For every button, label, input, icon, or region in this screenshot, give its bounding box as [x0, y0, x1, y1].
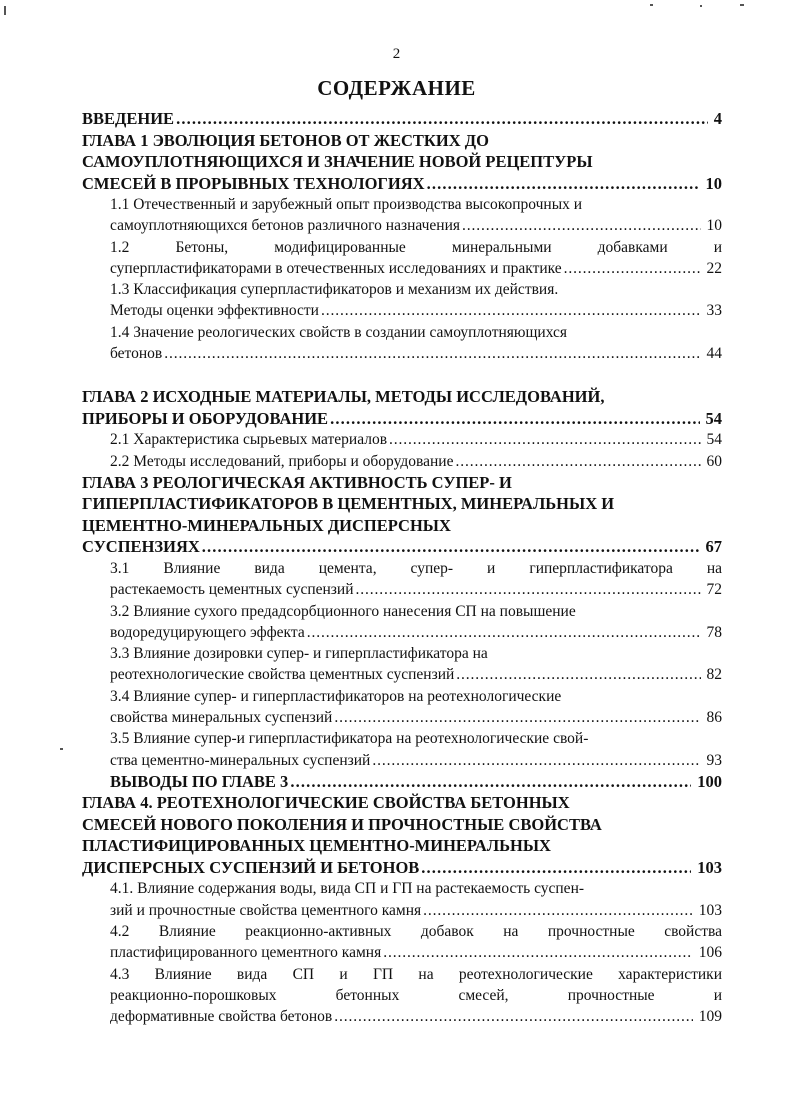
scan-speck: [650, 4, 653, 6]
toc-page: 67: [705, 537, 722, 557]
toc-conclusions-3: ВЫВОДЫ ПО ГЛАВЕ 3 . . . 100: [82, 771, 722, 793]
chapter-title-line: ЦЕМЕНТНО-МИНЕРАЛЬНЫХ ДИСПЕРСНЫХ: [82, 515, 451, 535]
chapter-title-line: ГЛАВА 3 РЕОЛОГИЧЕСКАЯ АКТИВНОСТЬ СУПЕР- И: [82, 472, 512, 492]
toc-section-2-2: 2.2 Методы исследований, приборы и оборудование . . . 60: [82, 451, 722, 472]
toc-page: 82: [706, 666, 722, 684]
chapter-title-last-line: СУСПЕНЗИЯХ . . . 67: [82, 536, 722, 558]
toc-page: 100: [697, 771, 722, 791]
toc-page: 4: [713, 109, 722, 128]
toc-section-3-5: 3.5 Влияние супер-и гиперпластификатора на реотехнологические свой- ства цементно-минеральных суспензий . . . 93: [82, 728, 722, 771]
toc-section-2-1: 2.1 Характеристика сырьевых материалов . . . 54: [82, 429, 722, 450]
chapter-title-last-line: ДИСПЕРСНЫХ СУСПЕНЗИЙ И БЕТОНОВ . . . 103: [82, 857, 722, 879]
toc-page: 103: [698, 901, 722, 919]
toc-page: 60: [706, 452, 722, 470]
toc-page: 22: [706, 259, 722, 277]
chapter-title-line: СМЕСЕЙ НОВОГО ПОКОЛЕНИЯ И ПРОЧНОСТНЫЕ СВОЙСТВА: [82, 814, 602, 834]
toc-section-3-2: 3.2 Влияние сухого предадсорбционного нанесения СП на повышение водоредуцирующего эффекта . . . 78: [82, 601, 722, 644]
toc-page: 78: [706, 623, 722, 641]
toc-section-4-1: 4.1. Влияние содержания воды, вида СП и ГП на растекаемость суспен- зий и прочностные свойства цементного камня . . . 103: [82, 878, 722, 921]
toc-page: 106: [698, 944, 722, 962]
toc-page: 103: [697, 857, 722, 877]
toc-page: 33: [706, 302, 722, 320]
toc-page: 93: [706, 751, 722, 769]
chapter-title-line: ГЛАВА 2 ИСХОДНЫЕ МАТЕРИАЛЫ, МЕТОДЫ ИССЛЕДОВАНИЙ,: [82, 387, 605, 407]
page-number: 2: [392, 46, 401, 62]
toc-section-1-4: 1.4 Значение реологических свойств в создании самоуплотняющихся бетонов . . . 44: [82, 322, 722, 365]
toc-page: 54: [705, 408, 722, 428]
toc-page: 54: [706, 431, 722, 449]
toc-section-4-2: 4.2 Влияние реакционно-активных добавок на прочностные свойства пластифицированного цементного камня . . . 106: [82, 921, 722, 964]
toc-page: 109: [698, 1008, 722, 1026]
toc-section-3-4: 3.4 Влияние супер- и гиперпластификаторов на реотехнологические свойства минеральных суспензий . . . 86: [82, 686, 722, 729]
toc-section-4-3: 4.3 Влияние вида СП и ГП на реотехнологические характеристики реакционно-порошковых бетонных смесей, прочностные и деформативные свойства бетонов . . . 109: [82, 964, 722, 1028]
chapter-title-last-line: ПРИБОРЫ И ОБОРУДОВАНИЕ . . . 54: [82, 408, 722, 430]
toc-chapter-1: [82, 130, 722, 195]
toc-entry-intro: [82, 108, 722, 130]
scan-speck: [740, 4, 744, 6]
toc-page: 10: [705, 173, 722, 193]
toc-section-1-1: 1.1 Отечественный и зарубежный опыт производства высокопрочных и самоуплотняющихся бетонов различного назначения . . . 10: [82, 194, 722, 237]
toc-section-1-3: 1.3 Классификация суперпластификаторов и механизм их действия. Методы оценки эффективности . . . 33: [82, 279, 722, 322]
chapter-title-last-line: СМЕСЕЙ В ПРОРЫВНЫХ ТЕХНОЛОГИЯХ . . . 10: [82, 173, 722, 195]
toc-chapter-4: [82, 792, 722, 878]
toc-page: 72: [706, 581, 722, 599]
toc-section-3-1: 3.1 Влияние вида цемента, супер- и гиперпластификатора на растекаемость цементных суспензий . . . 72: [82, 558, 722, 601]
chapter-title-line: САМОУПЛОТНЯЮЩИХСЯ И ЗНАЧЕНИЕ НОВОЙ РЕЦЕПТУРЫ: [82, 152, 593, 171]
toc-chapter-3: [82, 472, 722, 558]
scan-speck: [700, 5, 702, 7]
toc-page: 10: [706, 217, 722, 235]
toc-page: 44: [706, 345, 722, 363]
toc-chapter-2: [82, 386, 722, 429]
chapter-title-line: ГЛАВА 1 ЭВОЛЮЦИЯ БЕТОНОВ ОТ ЖЕСТКИХ ДО: [82, 130, 489, 150]
chapter-title-line: ГЛАВА 4. РЕОТЕХНОЛОГИЧЕСКИЕ СВОЙСТВА БЕТОННЫХ: [82, 793, 570, 813]
table-of-contents: [82, 108, 722, 1028]
chapter-title-line: ПЛАСТИФИЦИРОВАННЫХ ЦЕМЕНТНО-МИНЕРАЛЬНЫХ: [82, 836, 551, 856]
toc-title: ВВЕДЕНИЕ: [82, 109, 175, 128]
scan-speck: [60, 748, 63, 750]
toc-page: 86: [706, 709, 722, 727]
chapter-title-line: ГИПЕРПЛАСТИФИКАТОРОВ В ЦЕМЕНТНЫХ, МИНЕРАЛЬНЫХ И: [82, 494, 615, 514]
toc-section-1-2: 1.2 Бетоны, модифицированные минеральными добавками и суперпластификаторами в отечественных исследованиях и практике . . . 22: [82, 237, 722, 280]
page-title: СОДЕРЖАНИЕ: [317, 76, 476, 100]
scan-speck: [4, 6, 6, 15]
toc-section-3-3: 3.3 Влияние дозировки супер- и гиперпластификатора на реотехнологические свойства цементных суспензий . . . 82: [82, 643, 722, 686]
